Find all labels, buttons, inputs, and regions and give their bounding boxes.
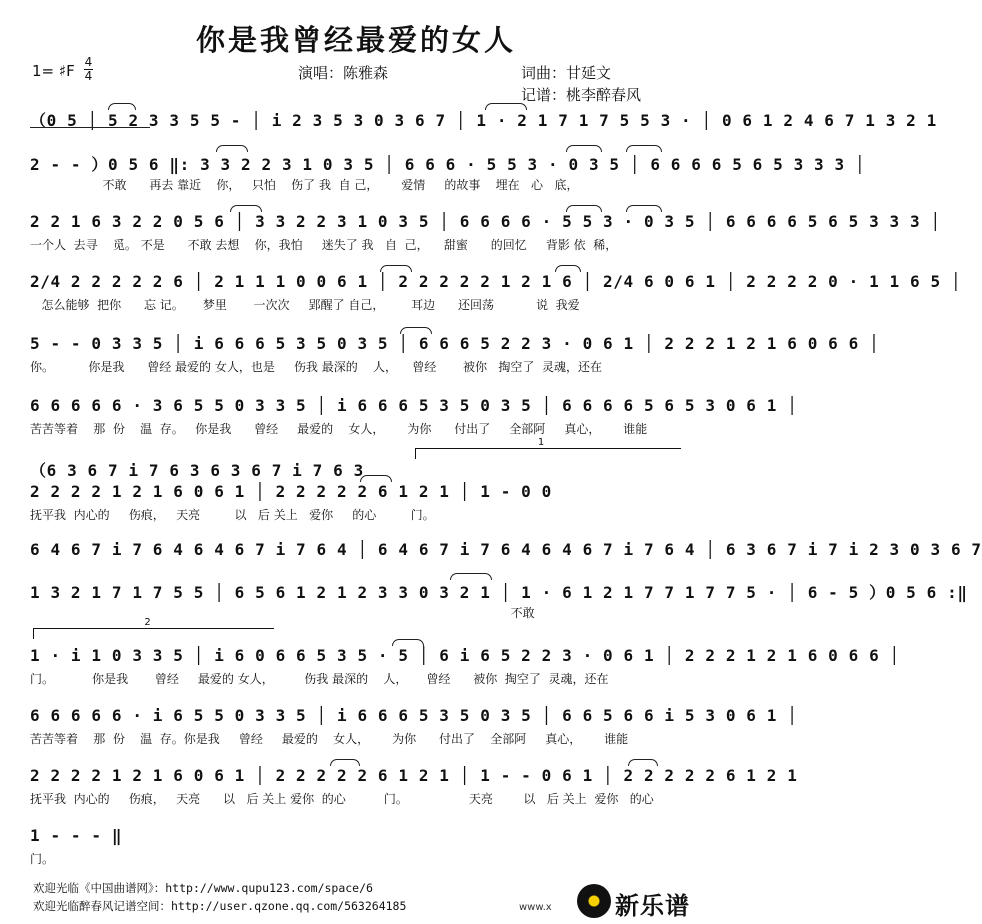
slur (626, 145, 662, 152)
slur (108, 103, 136, 110)
system-lyrics: 一个人 去寻 觅。 不是 不敢 去想 你，我怕 迷失了 我 自 己， 甜蜜 的回忆 背影 依 稀， (30, 238, 618, 252)
singer-credit: 演唱：陈雅森 (298, 64, 389, 82)
system-notes: 1 · i 1 0 3 3 5 │ i 6 0 6 6 5 3 5 · 5 │ 6 i 6 5 2 2 3 · 0 6 1 │ 2 2 2 1 2 1 6 0 6 6 │ (30, 646, 900, 665)
system-notes: 2 2 1 6 3 2 2 0 5 6 │ 3 3 2 2 3 1 0 3 5 │ 6 6 6 6 · 5 5 3 · 0 3 5 │ 6 6 6 6 5 6 5 3 3 3 │ (30, 212, 941, 231)
system-lyrics: 抚平我 内心的 伤痕， 天亮 以 后 关上 爱你 的心 门。 天亮 以 后 关上 爱你 的心 (30, 792, 654, 806)
system-notes: 6 6 6 6 6 · 3 6 5 5 0 3 3 5 │ i 6 6 6 5 3 5 0 3 5 │ 6 6 6 6 5 6 5 3 0 6 1 │ (30, 396, 798, 415)
slur (450, 573, 492, 580)
xinyuepu-logo (577, 882, 707, 922)
transcriber-credit: 记谱：桃李醉春风 (521, 86, 642, 104)
system-lyrics: 你。 你是我 曾经 最爱的 女人，也是 伤我 最深的 人， 曾经 被你 掏空了 灵魂，还在 (30, 360, 603, 374)
second-ending-bracket (33, 617, 274, 639)
score-title: 你是我曾经最爱的女人 (195, 23, 516, 57)
slur (485, 103, 527, 110)
key-signature: 1= ♯F (32, 62, 75, 80)
footer-link-qzone[interactable]: 欢迎光临醉春风记谱空间：http://user.qzone.qq.com/563264185 (33, 899, 407, 913)
second-ending-number: 2 (144, 617, 151, 628)
system-lyrics: 抚平我 内心的 伤痕， 天亮 以 后 关上 爱你 的心 门。 (30, 508, 435, 522)
slur (330, 759, 360, 766)
system-lyrics: 门。 你是我 曾经 最爱的 女人， 伤我 最深的 人， 曾经 被你 掏空了 灵魂，还在 (30, 672, 609, 686)
logo-text: 新乐谱 (615, 892, 690, 920)
system-notes: 5 - - 0 3 3 5 │ i 6 6 6 5 3 5 0 3 5 │ 6 6 6 5 2 2 3 · 0 6 1 │ 2 2 2 1 2 1 6 0 6 6 │ (30, 334, 880, 353)
underline (30, 127, 150, 129)
system-notes: 1 - - - ‖ (30, 826, 123, 845)
slur (566, 145, 602, 152)
first-ending-number: 1 (537, 437, 545, 448)
record-disc-icon (577, 884, 611, 918)
logo-site-text: www.x (519, 902, 552, 913)
system-notes: 2 2 2 2 1 2 1 6 0 6 1 │ 2 2 2 2 2 6 1 2 1 │ 1 - - 0 6 1 │ 2 2 2 2 2 6 1 2 1 (30, 766, 798, 785)
time-signature (84, 56, 93, 83)
footer-link-qupu[interactable]: 欢迎光临《中国曲谱网》：http://www.qupu123.com/space/6 (33, 881, 373, 895)
time-bottom: 4 (84, 69, 93, 83)
system-notes: 2 - - ）0 5 6 ‖: 3 3 2 2 3 1 0 3 5 │ 6 6 6 · 5 5 3 · 0 3 5 │ 6 6 6 6 5 6 5 3 3 3 │ (30, 155, 866, 174)
lyricist-composer-credit: 词曲：甘延文 (521, 64, 612, 82)
system-lyrics: 苦苦等着 那 份 温 存。 你是我 曾经 最爱的 女人， 为你 付出了 全部阿 真心， 谁能 (30, 422, 648, 436)
slur (216, 145, 248, 152)
system-notes: （0 5 │ 5 2 3 3 5 5 - │ i 2 3 5 3 0 3 6 7 │ 1 · 2 1 7 1 7 5 5 3 · │ 0 6 1 2 4 6 7 1 3 2 1 (30, 111, 937, 130)
slur (230, 205, 262, 212)
system-lyrics: 不敢 再去 靠近 你， 只怕 伤了 我 自 己， 爱情 的故事 埋在 心 底， (30, 178, 579, 192)
slur (628, 759, 658, 766)
slur (566, 205, 602, 212)
system-notes: 1 3 2 1 7 1 7 5 5 │ 6 5 6 1 2 1 2 3 3 0 3 2 1 │ 1 · 6 1 2 1 7 7 1 7 7 5 · │ 6 - 5 ）0 5 6 :‖ (30, 583, 968, 602)
slur (380, 265, 412, 272)
slur (400, 327, 432, 334)
slur (555, 265, 581, 272)
system-notes: 2/4 2 2 2 2 2 6 │ 2 1 1 1 0 0 6 1 │ 2 2 2 2 2 1 2 1 6 │ 2/4 6 0 6 1 │ 2 2 2 2 0 · 1 1 6 5 │ (30, 272, 962, 291)
system-lyrics: 门。 (30, 852, 55, 866)
system-notes: 2 2 2 2 1 2 1 6 0 6 1 │ 2 2 2 2 2 6 1 2 1 │ 1 - 0 0 (30, 482, 552, 501)
slur (360, 475, 392, 482)
slur (392, 639, 424, 646)
system-notes: 6 6 6 6 6 · i 6 5 5 0 3 3 5 │ i 6 6 6 5 3 5 0 3 5 │ 6 6 5 6 6 i 5 3 0 6 1 │ (30, 706, 798, 725)
time-top: 4 (84, 55, 93, 69)
system-lyrics: 怎么能够 把你 忘 记。 梦里 一次次 郢醒了 自己， 耳边 还回荡 说 我爱 (30, 298, 580, 312)
slur (626, 205, 662, 212)
system-notes: 6 4 6 7 i 7 6 4 6 4 6 7 i 7 6 4 │ 6 4 6 7 i 7 6 4 6 4 6 7 i 7 6 4 │ 6 3 6 7 i 7 i 2 3 0 3 6 7 (30, 540, 982, 559)
system-lyrics: 不敢 (30, 606, 535, 620)
system-lyrics: 苦苦等着 那 份 温 存。你是我 曾经 最爱的 女人， 为你 付出了 全部阿 真心， 谁能 (30, 732, 629, 746)
system-notes: （6 3 6 7 i 7 6 3 6 3 6 7 i 7 6 3 (30, 461, 364, 480)
